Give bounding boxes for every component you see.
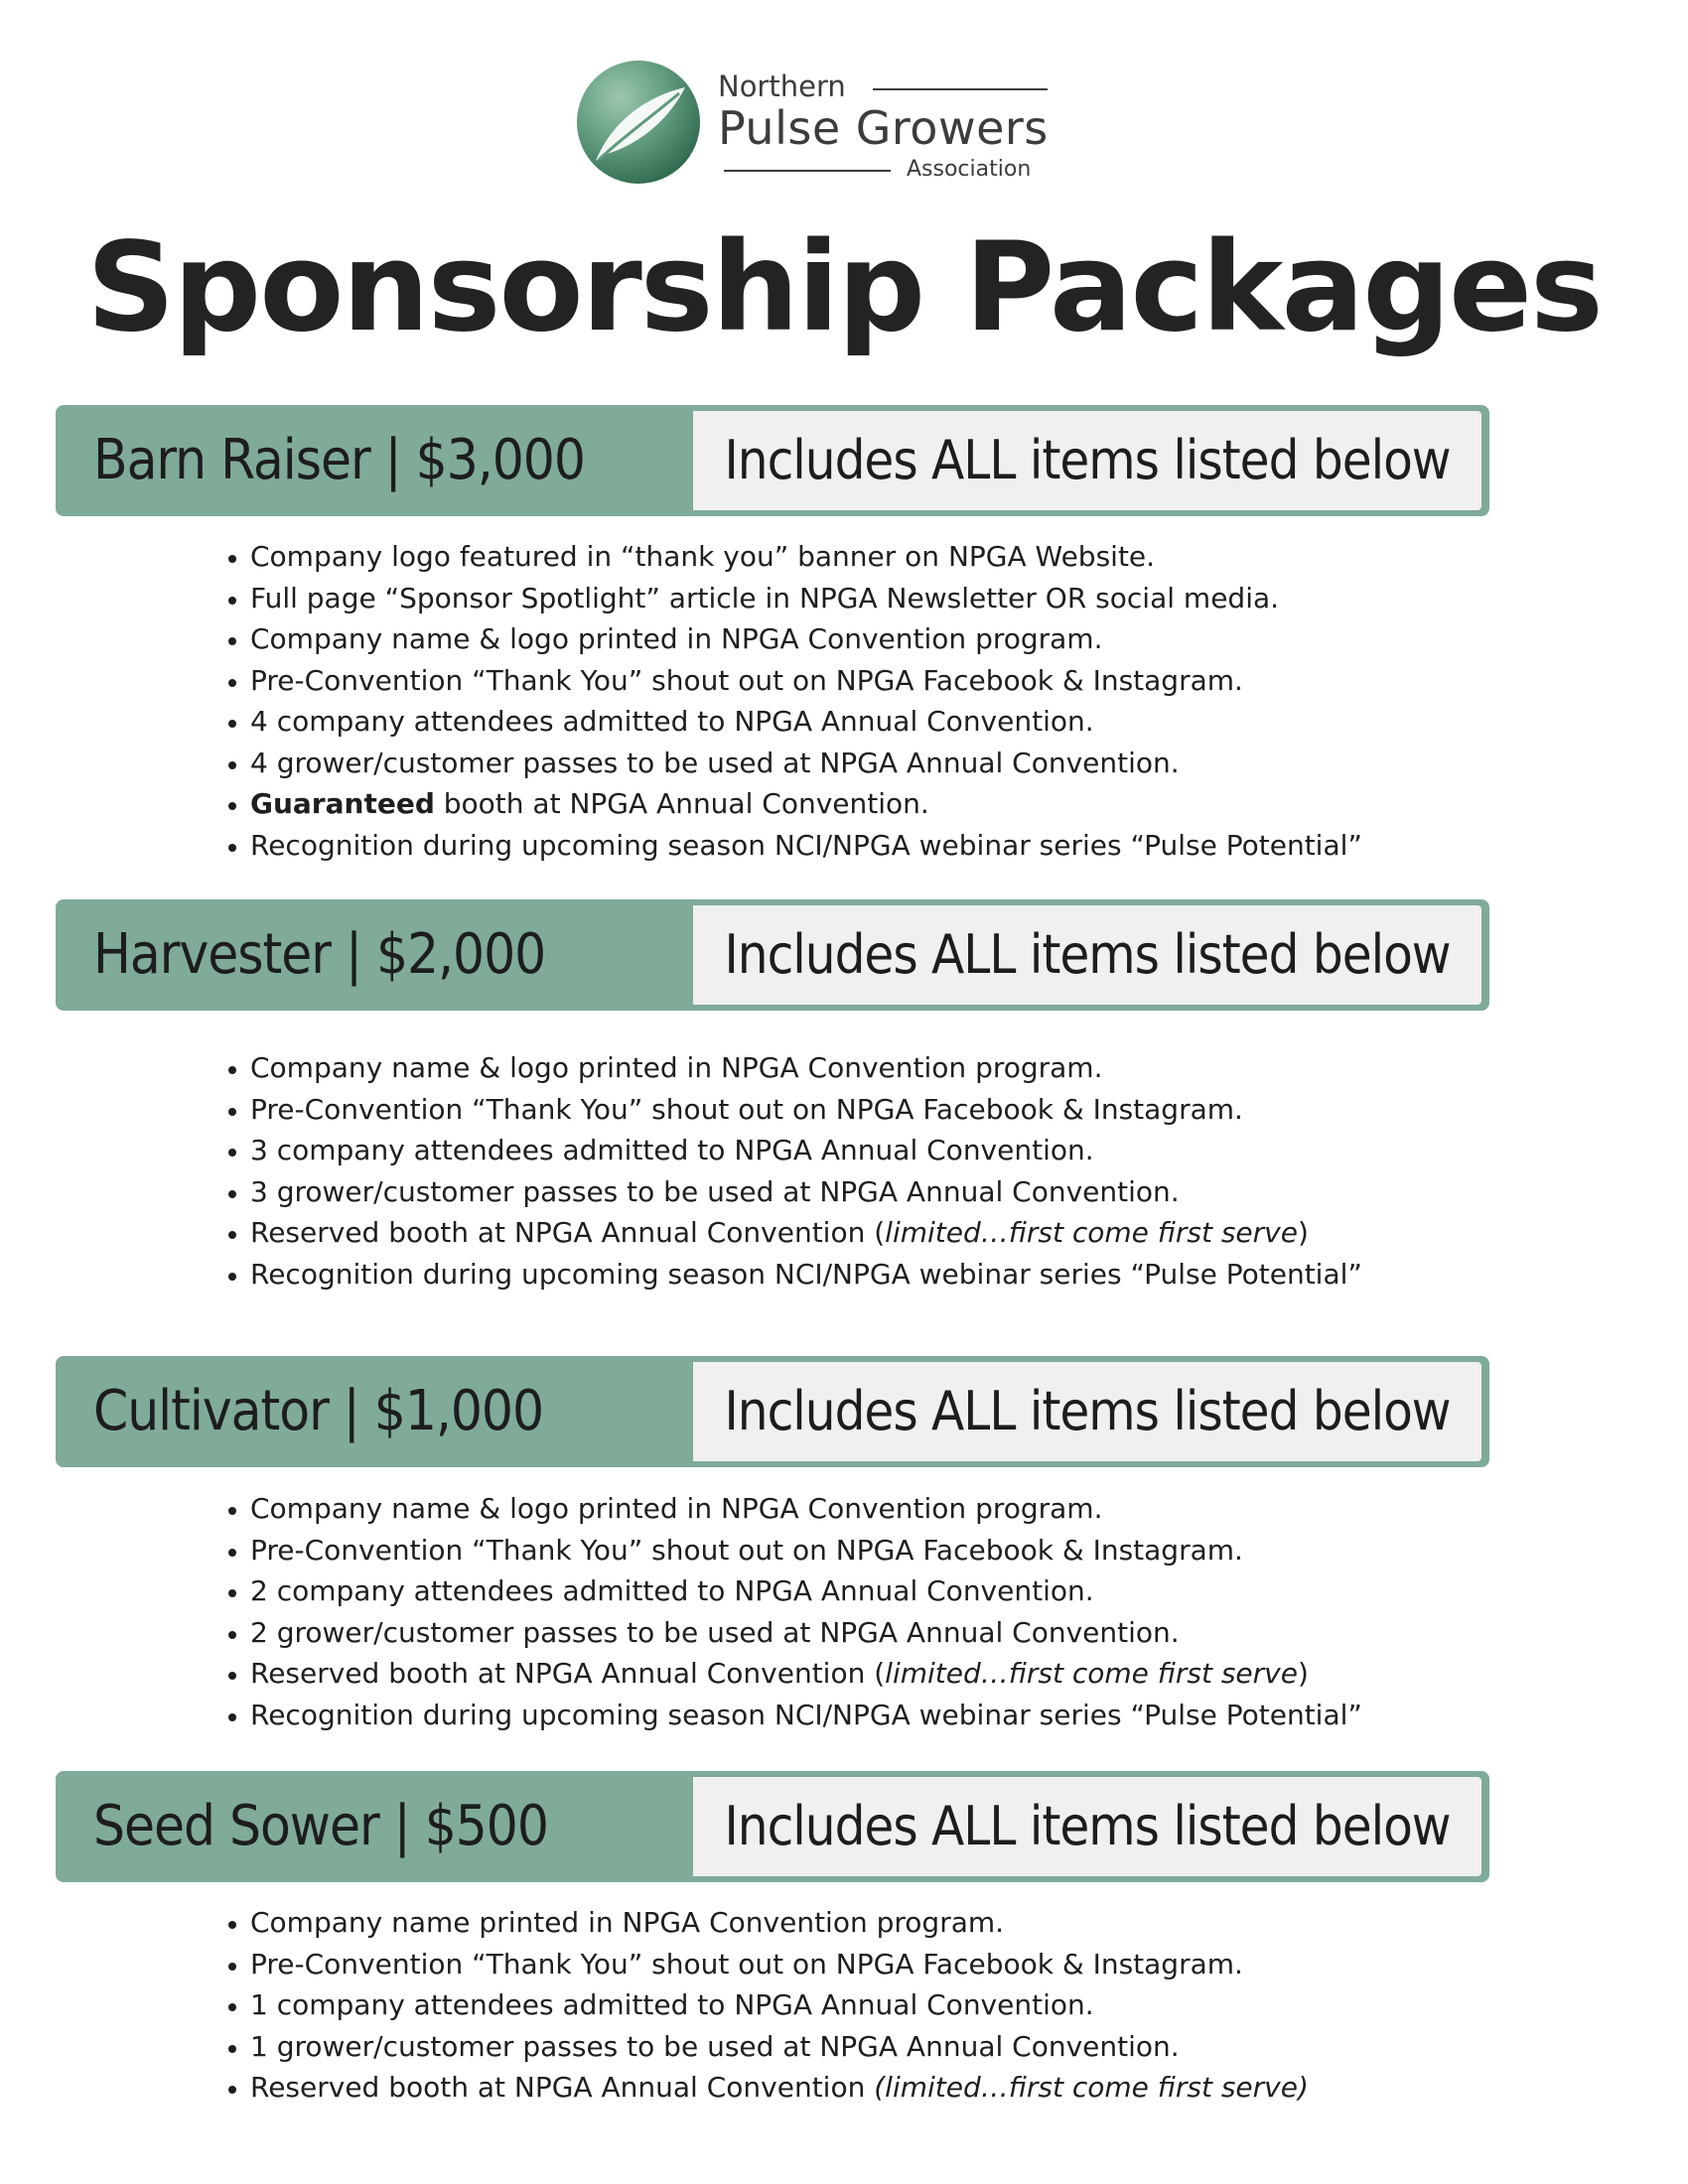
list-item: • Company logo featured in “thank you” banner on NPGA Website. [250, 536, 1688, 578]
list-item-text: Reserved booth at NPGA Annual Convention ( [250, 1216, 886, 1249]
package-includes-label: Includes ALL items listed below [693, 905, 1481, 1005]
list-item: • Company name & logo printed in NPGA Convention program. [250, 618, 1688, 660]
list-item: • 2 company attendees admitted to NPGA Annual Convention. [250, 1570, 1688, 1612]
package-name: Barn Raiser | $3,000 [93, 428, 585, 492]
package-header-harvester [56, 899, 1489, 1011]
package-items-harvester [209, 1047, 1688, 1295]
list-item: • 1 company attendees admitted to NPGA Annual Convention. [250, 1984, 1688, 2026]
italic-note: (limited…first come first serve) [874, 2071, 1309, 2104]
leaf-emblem-icon [574, 58, 703, 187]
logo-rule-bottom [724, 170, 891, 172]
package-name: Seed Sower | $500 [93, 1794, 548, 1858]
list-item-text-end: ) [1297, 1657, 1309, 1690]
emphasis-text: Guaranteed [250, 787, 435, 820]
package-header-seed-sower [56, 1771, 1489, 1882]
list-item: • Company name printed in NPGA Convention program. [250, 1902, 1688, 1944]
package-items-barn-raiser [209, 536, 1688, 866]
italic-note: limited…first come first serve [885, 1216, 1298, 1249]
list-item: • 1 grower/customer passes to be used at NPGA Annual Convention. [250, 2026, 1688, 2068]
package-includes-label: Includes ALL items listed below [693, 1362, 1481, 1461]
list-item: • 3 company attendees admitted to NPGA Annual Convention. [250, 1130, 1688, 1171]
list-item: • Recognition during upcoming season NCI/NPGA webinar series “Pulse Potential” [250, 1254, 1688, 1296]
list-item [250, 1212, 1688, 1254]
list-item [250, 783, 1688, 825]
package-header-cultivator [56, 1356, 1489, 1467]
package-items-cultivator [209, 1488, 1688, 1735]
page-title: Sponsorship Packages [86, 216, 1602, 359]
list-item: • 4 grower/customer passes to be used at NPGA Annual Convention. [250, 743, 1688, 784]
list-item: • 4 company attendees admitted to NPGA Annual Convention. [250, 701, 1688, 743]
list-item-text: booth at NPGA Annual Convention. [434, 787, 929, 820]
logo-rule-top [873, 88, 1048, 90]
list-item-text: Reserved booth at NPGA Annual Convention ( [250, 1657, 886, 1690]
list-item: • 3 grower/customer passes to be used at NPGA Annual Convention. [250, 1171, 1688, 1213]
list-item: • Full page “Sponsor Spotlight” article in NPGA Newsletter OR social media. [250, 578, 1688, 619]
list-item: • Recognition during upcoming season NCI/NPGA webinar series “Pulse Potential” [250, 825, 1688, 867]
logo-northern-text: Northern [718, 69, 846, 103]
list-item: • Recognition during upcoming season NCI/NPGA webinar series “Pulse Potential” [250, 1695, 1688, 1736]
list-item: • Pre-Convention “Thank You” shout out on NPGA Facebook & Instagram. [250, 1089, 1688, 1131]
italic-note: limited…first come first serve [885, 1657, 1298, 1690]
list-item-text-end: ) [1297, 1216, 1309, 1249]
package-name: Cultivator | $1,000 [93, 1379, 544, 1443]
logo-association-text: Association [907, 157, 1032, 182]
list-item: • 2 grower/customer passes to be used at NPGA Annual Convention. [250, 1612, 1688, 1654]
logo-wordmark [718, 69, 1085, 189]
npga-logo [574, 52, 1090, 201]
list-item-text: Reserved booth at NPGA Annual Convention [250, 2071, 875, 2104]
package-header-barn-raiser [56, 405, 1489, 516]
package-includes-label: Includes ALL items listed below [693, 411, 1481, 510]
list-item: • Pre-Convention “Thank You” shout out on NPGA Facebook & Instagram. [250, 1530, 1688, 1571]
list-item: • Company name & logo printed in NPGA Convention program. [250, 1488, 1688, 1530]
list-item: • Pre-Convention “Thank You” shout out on NPGA Facebook & Instagram. [250, 660, 1688, 702]
package-includes-label: Includes ALL items listed below [693, 1777, 1481, 1876]
package-name: Harvester | $2,000 [93, 922, 546, 987]
package-items-seed-sower [209, 1902, 1688, 2109]
logo-pulse-growers-text: Pulse Growers [718, 101, 1049, 155]
list-item [250, 2067, 1688, 2109]
list-item [250, 1653, 1688, 1695]
list-item: • Company name & logo printed in NPGA Convention program. [250, 1047, 1688, 1089]
list-item: • Pre-Convention “Thank You” shout out on NPGA Facebook & Instagram. [250, 1944, 1688, 1985]
